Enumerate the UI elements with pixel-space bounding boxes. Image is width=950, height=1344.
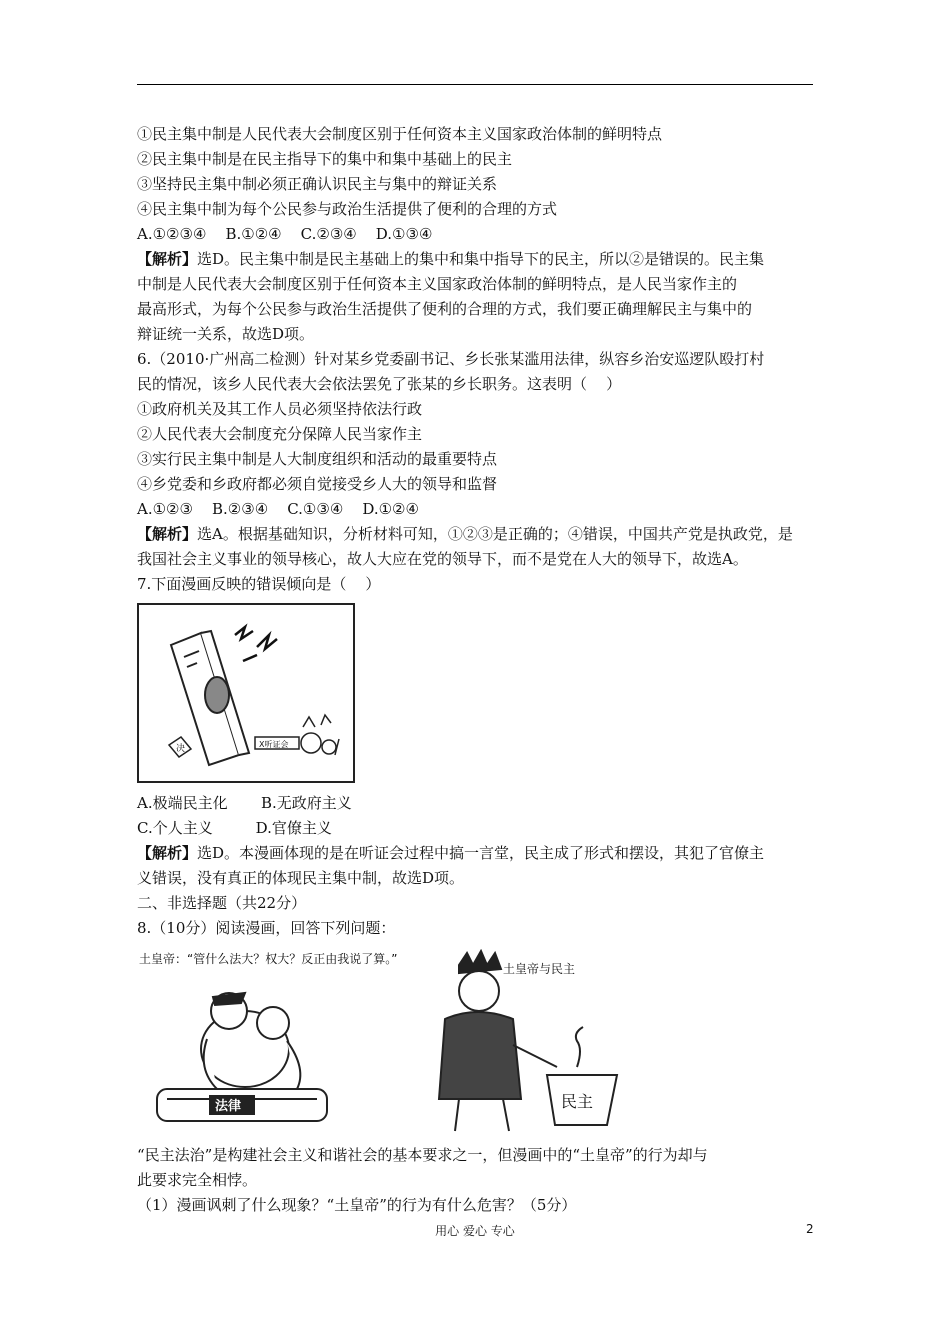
q8-sub1: （1）漫画讽刺了什么现象？“土皇帝”的行为有什么危害？（5分） <box>137 1196 577 1214</box>
q5-options <box>137 122 813 222</box>
page-footer: 用心 爱心 专心 <box>435 1224 515 1238</box>
q5-option-1: ①民主集中制是人民代表大会制度区别于任何资本主义国家政治体制的鲜明特点 <box>137 125 663 143</box>
q8-comic-right-label: 民主 <box>561 1092 594 1111</box>
q6-stem <box>137 347 813 397</box>
q5-analysis-line-4: 辩证统一关系，故选D项。 <box>137 325 315 343</box>
q8-comic-right-caption: 土皇帝与民主 <box>503 962 576 976</box>
header-rule <box>137 84 813 85</box>
page-number: 2 <box>806 1222 814 1236</box>
comic-tag <box>169 737 191 757</box>
comic-banner-label: X听证会 <box>259 740 289 749</box>
q8-comic-right <box>439 951 617 1131</box>
q5-option-4: ④民主集中制为每个公民参与政治生活提供了便利的合理的方式 <box>137 200 558 218</box>
q7-comic <box>137 603 355 783</box>
q7-comic-drawing <box>139 605 353 781</box>
q7-analysis-line-1: 选D。本漫画体现的是在听证会过程中搞一言堂，民主成了形式和摆设，其犯了官僚主 <box>197 844 765 862</box>
q5-analysis-line-2: 中制是人民代表大会制度区别于任何资本主义国家政治体制的鲜明特点，是人民当家作主的 <box>137 275 738 293</box>
q6-analysis <box>137 522 813 572</box>
q7-analysis-line-2: 义错误，没有真正的体现民主集中制，故选D项。 <box>137 869 465 887</box>
q6-option-4: ④乡党委和乡政府都必须自觉接受乡人大的领导和监督 <box>137 475 498 493</box>
q7-analysis <box>137 841 813 891</box>
q7-choices-line-1: A.极端民主化 B.无政府主义 <box>137 794 352 812</box>
q6-option-2: ②人民代表大会制度充分保障人民当家作主 <box>137 425 423 443</box>
q7-choices-line-2: C.个人主义 D.官僚主义 <box>137 819 332 837</box>
q6-analysis-label: 【解析】 <box>137 525 198 543</box>
q8-text-line-2: 此要求完全相悖。 <box>137 1171 258 1189</box>
q8-comic-left <box>139 951 397 1121</box>
q8-comics <box>137 949 813 1139</box>
q5-analysis-line-3: 最高形式，为每个公民参与政治生活提供了便利的合理的方式，我们要正确理解民主与集中的 <box>137 300 753 318</box>
comic-banner <box>255 737 299 749</box>
q8-comics-drawing <box>137 949 813 1139</box>
q5-analysis-label: 【解析】 <box>137 250 198 268</box>
q5-analysis <box>137 247 813 347</box>
q7-choices <box>137 791 813 841</box>
q6-option-3: ③实行民主集中制是人大制度组织和活动的最重要特点 <box>137 450 498 468</box>
q6-analysis-line-1: 选A。根据基础知识，分析材料可知，①②③是正确的；④错误，中国共产党是执政党，是 <box>197 525 793 543</box>
q6-options <box>137 397 813 497</box>
q6-choices: A.①②③ B.②③④ C.①③④ D.①②④ <box>137 500 419 518</box>
q8-text-line-1: “民主法治”是构建社会主义和谐社会的基本要求之一，但漫画中的“土皇帝”的行为却与 <box>137 1146 708 1164</box>
q6-option-1: ①政府机关及其工作人员必须坚持依法行政 <box>137 400 423 418</box>
q6-stem-line-1: 6.（2010·广州高二检测）针对某乡党委副书记、乡长张某滥用法律，纵容乡治安巡逻队殴打村 <box>137 350 765 368</box>
q8-text <box>137 1143 813 1193</box>
q7-stem: 7.下面漫画反映的错误倾向是（ ） <box>137 575 381 593</box>
q5-choices: A.①②③④ B.①②④ C.②③④ D.①③④ <box>137 225 433 243</box>
q8-stem: 8.（10分）阅读漫画，回答下列问题： <box>137 919 396 937</box>
q6-stem-line-2: 民的情况，该乡人民代表大会依法罢免了张某的乡长职务。这表明（ ） <box>137 375 622 393</box>
comic-small-figures <box>301 715 339 755</box>
q8-comic-left-label: 法律 <box>215 1099 242 1114</box>
page-content <box>137 122 813 1218</box>
section2-title: 二、非选择题（共22分） <box>137 894 307 912</box>
q8-comic-left-caption: 土皇帝：“管什么法大？权大？反正由我说了算。” <box>139 952 398 966</box>
q5-option-2: ②民主集中制是在民主指导下的集中和集中基础上的民主 <box>137 150 513 168</box>
q6-analysis-line-2: 我国社会主义事业的领导核心，故人大应在党的领导下，而不是党在人大的领导下，故选A。 <box>137 550 748 568</box>
q7-analysis-label: 【解析】 <box>137 844 198 862</box>
q5-option-3: ③坚持民主集中制必须正确认识民主与集中的辩证关系 <box>137 175 498 193</box>
q5-analysis-line-1: 选D。民主集中制是民主基础上的集中和集中指导下的民主，所以②是错误的。民主集 <box>197 250 765 268</box>
comic-lightning <box>235 627 277 661</box>
comic-tag-label: 决 <box>176 744 186 754</box>
